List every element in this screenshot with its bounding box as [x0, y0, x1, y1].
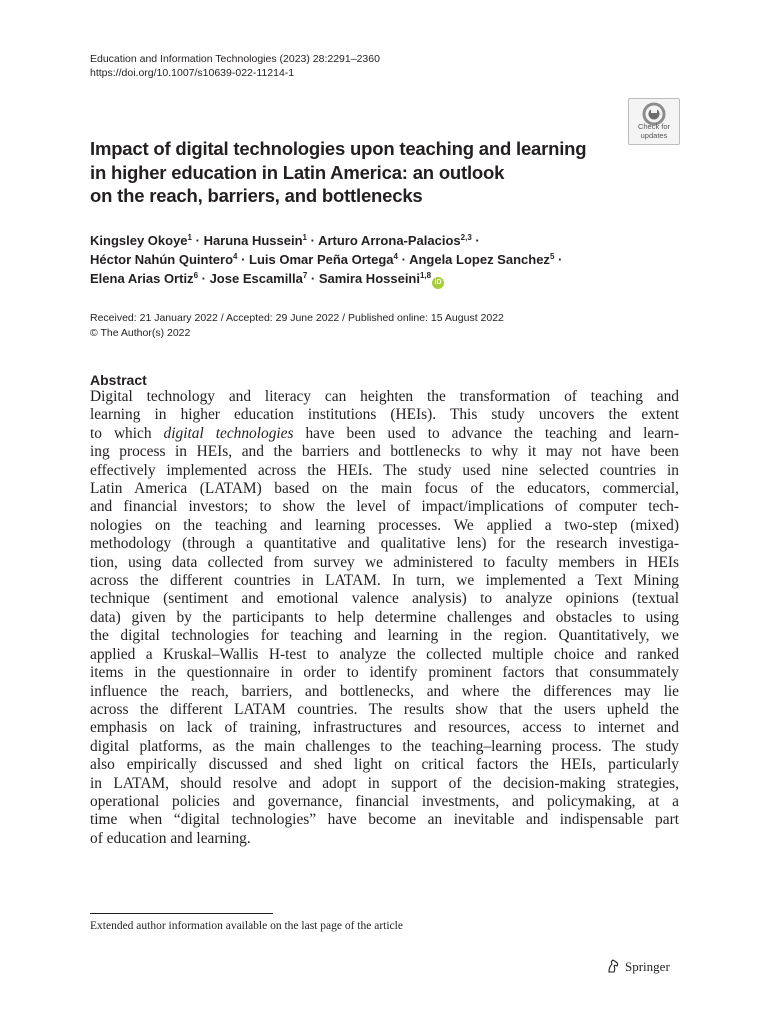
abstract-line: time when “digital technologies” have become an inevitable and indispensable part	[90, 811, 679, 829]
affiliation-mark: 1,8	[419, 271, 432, 280]
abstract-line: across the different LATAM countries. The results show that the users upheld the	[90, 700, 679, 718]
abstract-line: ing process in HEIs, and the barriers and bottlenecks to why it may not have been	[90, 443, 679, 461]
publication-dates	[90, 311, 504, 341]
abstract-line: methodology (through a quantitative and qualitative lens) for the research investiga-	[90, 535, 679, 553]
author-name[interactable]: Haruna Hussein	[203, 233, 303, 248]
author-line	[90, 231, 690, 250]
abstract-body	[90, 388, 679, 848]
abstract-heading: Abstract	[90, 372, 147, 388]
abstract-line: items in the questionnaire in order to identify prominent factors that consummately	[90, 664, 679, 682]
abstract-line: tion, using data collected from survey we administered to faculty members in HEIs	[90, 553, 679, 571]
copyright-line: © The Author(s) 2022	[90, 327, 191, 339]
abstract-line	[90, 425, 679, 443]
orcid-icon[interactable]: iD	[432, 277, 444, 289]
author-separator: ·	[307, 233, 319, 248]
publisher-name: Springer	[625, 959, 670, 974]
badge-line2: updates	[640, 130, 668, 140]
badge-line1: Check for	[637, 122, 671, 131]
abstract-line: Digital technology and literacy can heighten the transformation of teaching and	[90, 388, 679, 405]
doi-link[interactable]: https://doi.org/10.1007/s10639-022-11214-1	[90, 67, 295, 79]
author-name[interactable]: Kingsley Okoye	[90, 233, 188, 248]
affiliation-mark: 6	[193, 271, 199, 280]
abstract-line: in LATAM, should resolve and adopt in support of the decision-making strategies,	[90, 774, 679, 792]
affiliation-mark: 5	[549, 252, 555, 261]
abstract-line: operational policies and governance, financial investments, and policymaking, at a	[90, 792, 679, 810]
affiliation-mark: 4	[233, 252, 238, 261]
abstract-emphasis: digital technologies	[163, 424, 294, 442]
author-separator: ·	[237, 252, 250, 267]
author-separator: ·	[307, 271, 319, 286]
abstract-line: nologies on the teaching and learning processes. We applied a two-step (mixed)	[90, 516, 679, 534]
abstract-text: to which	[90, 424, 164, 442]
author-name[interactable]: Héctor Nahún Quintero	[90, 252, 234, 267]
abstract-line: emphasis on lack of training, infrastructures and resources, access to internet and	[90, 719, 679, 737]
affiliation-mark: 4	[393, 252, 398, 261]
author-separator: ·	[192, 233, 204, 248]
abstract-line: across the different countries in LATAM. In turn, we implemented a Text Mining	[90, 572, 679, 590]
affiliation-mark: 7	[302, 271, 308, 280]
abstract-line: Latin America (LATAM) based on the main focus of the educators, commercial,	[90, 480, 679, 498]
author-line	[90, 250, 690, 269]
author-list	[90, 231, 690, 289]
footnote-divider	[90, 913, 273, 914]
abstract-line: effectively implemented across the HEIs. The study used nine selected countries in	[90, 461, 679, 479]
author-separator: ·	[198, 271, 210, 286]
author-name[interactable]: Elena Arias Ortiz	[90, 271, 194, 286]
author-separator: ·	[471, 233, 480, 248]
received-accepted-published: Received: 21 January 2022 / Accepted: 29 June 2022 / Published online: 15 August 2022	[90, 312, 504, 324]
abstract-line: of education and learning.	[90, 829, 251, 847]
abstract-line: influence the reach, barriers, and bottlenecks, and where the differences may lie	[90, 682, 679, 700]
article-title	[90, 137, 630, 208]
abstract-line: technique (sentiment and emotional valence analysis) to analyze opinions (textual	[90, 590, 679, 608]
title-line: Impact of digital technologies upon teaching and learning	[90, 138, 587, 159]
footnote: Extended author information available on the last page of the article	[90, 920, 403, 932]
abstract-line: applied a Kruskal–Wallis H-test to analyze the collected multiple choice and ranked	[90, 645, 679, 663]
abstract-line: data) given by the participants to help determine challenges and obstacles to using	[90, 608, 679, 626]
abstract-line: digital platforms, as the main challenges to the teaching–learning process. The study	[90, 737, 679, 755]
author-name[interactable]: Jose Escamilla	[209, 271, 303, 286]
journal-citation: Education and Information Technologies (2023) 28:2291–2360	[90, 53, 380, 65]
abstract-line: and financial investors; to show the level of impact/implications of computer tech-	[90, 498, 679, 516]
abstract-line: learning in higher education institutions (HEIs). This study uncovers the extent	[90, 406, 679, 424]
author-name[interactable]: Arturo Arrona‑Palacios	[318, 233, 461, 248]
check-for-updates-badge[interactable]	[628, 98, 680, 145]
abstract-text: have been used to advance the teaching and learn-	[293, 424, 680, 442]
abstract-line: the digital technologies for teaching and learning in the region. Quantitatively, we	[90, 627, 679, 645]
author-separator: ·	[397, 252, 410, 267]
affiliation-mark: 2,3	[460, 233, 472, 242]
author-separator: ·	[554, 252, 563, 267]
title-line: in higher education in Latin America: an outlook	[90, 161, 505, 183]
affiliation-mark: 1	[302, 233, 307, 242]
affiliation-mark: 1	[187, 233, 192, 242]
springer-horse-icon	[605, 958, 621, 974]
author-name[interactable]: Samira Hosseini	[318, 271, 420, 286]
author-name[interactable]: Luis Omar Peña Ortega	[249, 252, 394, 267]
publisher-logo	[605, 958, 670, 975]
author-name[interactable]: Angela Lopez Sanchez	[409, 252, 550, 267]
author-line	[90, 269, 690, 289]
abstract-line: also empirically discussed and shed light on critical factors the HEIs, particularly	[90, 756, 679, 774]
title-line: on the reach, barriers, and bottlenecks	[90, 185, 423, 206]
journal-header	[90, 52, 380, 80]
